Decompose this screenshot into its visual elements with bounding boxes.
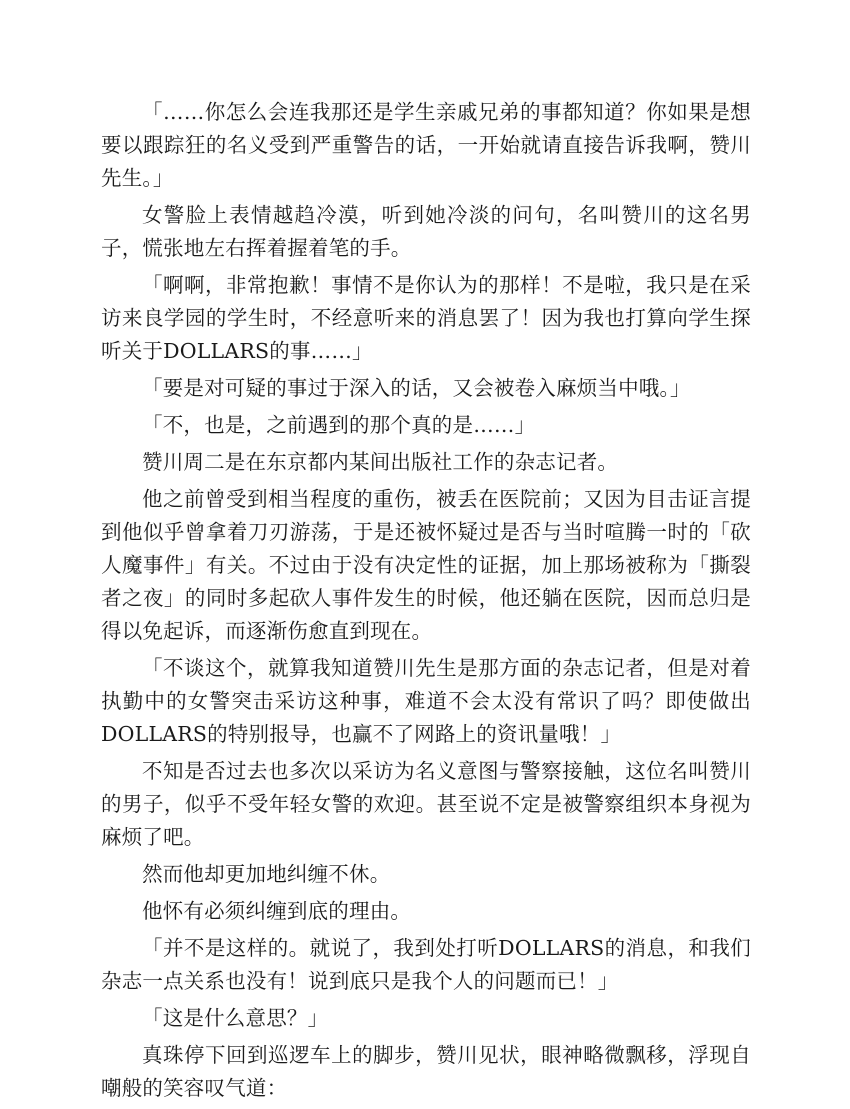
body-text bbox=[101, 96, 751, 1109]
paragraph: 「……你怎么会连我那还是学生亲戚兄弟的事都知道？你如果是想要以跟踪狂的名义受到严重警告的话，一开始就请直接告诉我啊，赞川先生。」 bbox=[101, 100, 751, 190]
paragraph: 「啊啊，非常抱歉！事情不是你认为的那样！不是啦，我只是在采访来良学园的学生时，不经意听来的消息罢了！因为我也打算向学生探听关于DOLLARS的事……」 bbox=[101, 273, 751, 363]
paragraph: 他怀有必须纠缠到底的理由。 bbox=[142, 899, 412, 923]
paragraph: 女警脸上表情越趋冷漠，听到她冷淡的问句，名叫赞川的这名男子，慌张地左右挥着握着笔的手。 bbox=[101, 203, 751, 260]
paragraph: 他之前曾受到相当程度的重伤，被丢在医院前；又因为目击证言提到他似乎曾拿着刀刃游荡，于是还被怀疑过是否与当时喧腾一时的「砍人魔事件」有关。不过由于没有决定性的证据，加上那场被称为「撕裂者之夜」的同时多起砍人事件发生的时候，他还躺在医院，因而总归是得以免起诉，而逐渐伤愈直到现在。 bbox=[101, 487, 751, 643]
paragraph: 真珠停下回到巡逻车上的脚步，赞川见状，眼神略微飘移，浮现自嘲般的笑容叹气道： bbox=[101, 1043, 751, 1100]
paragraph: 然而他却更加地纠缠不休。 bbox=[142, 862, 391, 886]
paragraph: 「要是对可疑的事过于深入的话，又会被卷入麻烦当中哦。」 bbox=[142, 376, 691, 400]
paragraph: 「不谈这个，就算我知道赞川先生是那方面的杂志记者，但是对着执勤中的女警突击采访这种事，难道不会太没有常识了吗？即使做出DOLLARS的特别报导，也赢不了网路上的资讯量哦！」 bbox=[101, 656, 751, 746]
paragraph: 「并不是这样的。就说了，我到处打听DOLLARS的消息，和我们杂志一点关系也没有！说到底只是我个人的问题而已！」 bbox=[101, 936, 751, 993]
paragraph: 不知是否过去也多次以采访为名义意图与警察接触，这位名叫赞川的男子，似乎不受年轻女警的欢迎。甚至说不定是被警察组织本身视为麻烦了吧。 bbox=[101, 759, 751, 849]
paragraph: 「不，也是，之前遇到的那个真的是……」 bbox=[142, 413, 536, 437]
paragraph: 「这是什么意思？」 bbox=[142, 1006, 329, 1030]
paragraph: 赞川周二是在东京都内某间出版社工作的杂志记者。 bbox=[142, 450, 619, 474]
